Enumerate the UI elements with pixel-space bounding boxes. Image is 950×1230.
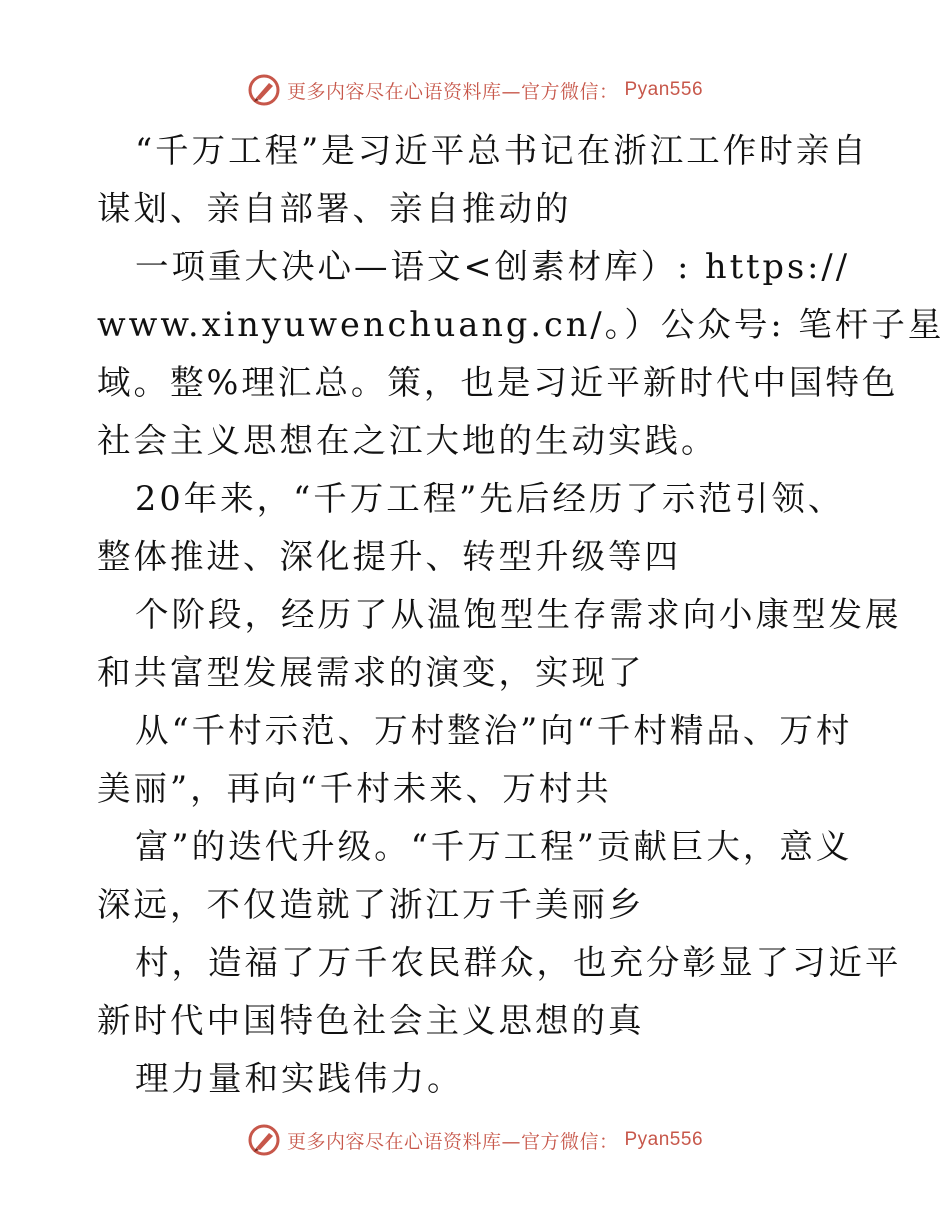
watermark-account: Pyan556 (624, 1129, 704, 1150)
text-line: 新时代中国特色社会主义思想的真 (97, 1001, 645, 1040)
watermark-text: 更多内容尽在心语资料库—官方微信： (286, 1130, 619, 1153)
text-line: 域。整%理汇总。策，也是习近平新时代中国特色 (97, 363, 899, 402)
watermark-text: 更多内容尽在心语资料库—官方微信： (286, 80, 619, 103)
document-body (97, 122, 945, 1108)
pen-logo-icon (247, 73, 281, 107)
text-line: 谋划、亲自部署、亲自推动的 (97, 189, 572, 228)
text-line: 深远，不仅造就了浙江万千美丽乡 (97, 885, 645, 924)
text-line: 社会主义思想在之江大地的生动实践。 (97, 421, 718, 460)
text-line: “千万工程”是习近平总书记在浙江工作时亲自 (135, 131, 869, 170)
text-line: 村，造福了万千农民群众，也充分彰显了习近平 (135, 943, 902, 982)
text-line: 从“千村示范、万村整治”向“千村精品、万村 (135, 711, 853, 750)
text-line: 一项重大决心—语文<创素材库）: https:// (135, 247, 850, 286)
text-line: 富”的迭代升级。“千万工程”贡献巨大，意义 (135, 827, 853, 866)
text-line: www.xinyuwenchuang.cn/。）公众号: 笔杆子星 (97, 305, 945, 344)
watermark-account: Pyan556 (624, 79, 704, 100)
text-line: 20年来，“千万工程”先后经历了示范引领、 (135, 479, 845, 518)
text-line: 和共富型发展需求的演变，实现了 (97, 653, 645, 692)
pen-logo-icon (247, 1123, 281, 1157)
header-watermark (0, 70, 950, 110)
text-line: 个阶段，经历了从温饱型生存需求向小康型发展 (135, 595, 902, 634)
text-line: 整体推进、深化提升、转型升级等四 (97, 537, 681, 576)
text-line: 理力量和实践伟力。 (135, 1059, 464, 1098)
text-line: 美丽”，再向“千村未来、万村共 (97, 769, 612, 808)
footer-watermark (0, 1120, 950, 1160)
